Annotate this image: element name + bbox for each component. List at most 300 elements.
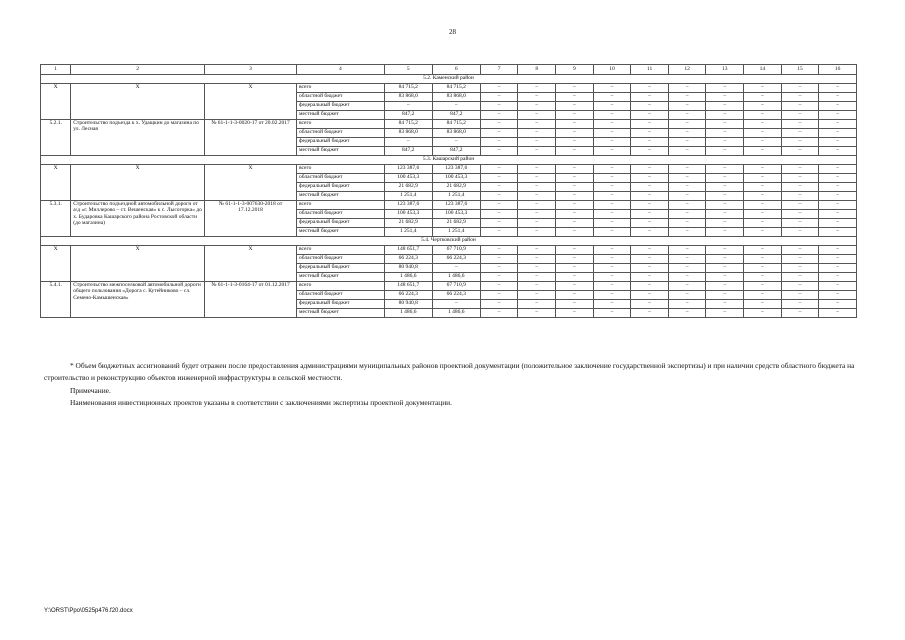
dash-cell: – — [593, 93, 631, 102]
dash-cell: – — [518, 147, 556, 156]
dash-cell: – — [593, 138, 631, 147]
dash-cell: – — [480, 192, 518, 201]
column-number-header: 11 — [631, 65, 669, 75]
dash-cell: – — [819, 111, 857, 120]
amount-col6-cell: 123 387,6 — [432, 201, 480, 210]
dash-cell: – — [781, 129, 819, 138]
dash-cell: – — [706, 201, 744, 210]
dash-cell: – — [593, 84, 631, 93]
funding-source-cell: федеральный бюджет — [296, 219, 384, 228]
dash-cell: – — [631, 102, 669, 111]
dash-cell: – — [668, 102, 706, 111]
project-name-cell: Строительство подъезда к х. Удащкин до магазина по ул. Лесная — [71, 120, 205, 156]
amount-col6-cell: 21 682,9 — [432, 183, 480, 192]
funding-source-cell: всего — [296, 84, 384, 93]
dash-cell: – — [668, 300, 706, 309]
dash-cell: – — [480, 93, 518, 102]
dash-cell: – — [819, 183, 857, 192]
dash-cell: – — [744, 138, 782, 147]
dash-cell: – — [556, 219, 594, 228]
dash-cell: – — [556, 273, 594, 282]
amount-col5-cell: 21 682,9 — [384, 219, 432, 228]
remark-text: Наименования инвестиционных проектов указаны в соответствии с заключениями экспертизы проектной документации. — [70, 397, 452, 407]
dash-cell: – — [781, 183, 819, 192]
amount-col5-cell: 1 486,6 — [384, 273, 432, 282]
dash-cell: – — [556, 120, 594, 129]
dash-cell: – — [518, 282, 556, 291]
amount-col5-cell: 148 651,7 — [384, 246, 432, 255]
dash-cell: – — [744, 84, 782, 93]
dash-cell: – — [781, 219, 819, 228]
dash-cell: – — [668, 120, 706, 129]
dash-cell: – — [706, 210, 744, 219]
dash-cell: – — [706, 246, 744, 255]
footnote-text: * Объем бюджетных ассигнований будет отражен после предоставления администрациями муниципальных районов проектной документации (положительное заключение государственной экспертизы) и при наличии средств областного бюджета на строительство и реконструкцию объектов инженерной инфраструктуры в сельской местности. — [44, 361, 855, 383]
amount-col6-cell: 123 387,6 — [432, 165, 480, 174]
expertise-doc-cell: № 61-1-1-3-007630-2018 от 17.12.2018 — [205, 201, 297, 237]
dash-cell: – — [631, 138, 669, 147]
expertise-doc-cell: № 61-1-1-3-0164-17 от 01.12.2017 — [205, 282, 297, 318]
table-row — [41, 84, 857, 93]
amount-col6-cell: 67 710,9 — [432, 246, 480, 255]
funding-source-cell: всего — [296, 246, 384, 255]
dash-cell: – — [593, 255, 631, 264]
table-row — [41, 246, 857, 255]
dash-cell: – — [593, 264, 631, 273]
section-title: 5.2. Каменский район — [41, 75, 857, 84]
dash-cell: – — [518, 309, 556, 318]
dash-cell: – — [480, 147, 518, 156]
dash-cell: – — [744, 291, 782, 300]
amount-col6-cell: 84 715,2 — [432, 120, 480, 129]
dash-cell: – — [480, 219, 518, 228]
amount-col5-cell: 84 715,2 — [384, 120, 432, 129]
funding-source-cell: всего — [296, 165, 384, 174]
dash-cell: – — [668, 147, 706, 156]
amount-col5-cell: 66 224,3 — [384, 291, 432, 300]
dash-cell: – — [744, 201, 782, 210]
dash-cell: – — [744, 219, 782, 228]
amount-col6-cell: 1 251,4 — [432, 192, 480, 201]
section-title-row — [41, 237, 857, 246]
dash-cell: – — [781, 228, 819, 237]
dash-cell: – — [480, 291, 518, 300]
dash-cell: – — [668, 201, 706, 210]
dash-cell: – — [556, 291, 594, 300]
dash-cell: – — [480, 111, 518, 120]
dash-cell: – — [518, 120, 556, 129]
dash-cell: – — [706, 138, 744, 147]
funding-source-cell: местный бюджет — [296, 309, 384, 318]
funding-source-cell: федеральный бюджет — [296, 264, 384, 273]
dash-cell: – — [631, 228, 669, 237]
dash-cell: – — [819, 201, 857, 210]
dash-cell: – — [518, 210, 556, 219]
dash-cell: – — [480, 282, 518, 291]
dash-cell: – — [706, 219, 744, 228]
dash-cell: – — [518, 219, 556, 228]
dash-cell: – — [631, 111, 669, 120]
amount-col5-cell: 847,2 — [384, 111, 432, 120]
funding-source-cell: областной бюджет — [296, 93, 384, 102]
dash-cell: – — [781, 273, 819, 282]
dash-cell: – — [744, 282, 782, 291]
dash-cell: – — [631, 246, 669, 255]
amount-col5-cell: 66 224,3 — [384, 255, 432, 264]
dash-cell: – — [744, 264, 782, 273]
dash-cell: – — [593, 309, 631, 318]
dash-cell: – — [556, 93, 594, 102]
dash-cell: – — [819, 264, 857, 273]
file-path: Y:\ORST\Ppo\0525p476.f20.docx — [44, 608, 133, 614]
project-name-cell: X — [71, 165, 205, 201]
dash-cell: – — [631, 93, 669, 102]
dash-cell: – — [480, 210, 518, 219]
dash-cell: – — [593, 111, 631, 120]
amount-col6-cell: 1 486,6 — [432, 273, 480, 282]
column-number-header: 6 — [432, 65, 480, 75]
dash-cell: – — [593, 183, 631, 192]
dash-cell: – — [744, 273, 782, 282]
dash-cell: – — [668, 309, 706, 318]
dash-cell: – — [480, 228, 518, 237]
dash-cell: – — [518, 264, 556, 273]
page-number: 28 — [449, 28, 456, 36]
funding-source-cell: областной бюджет — [296, 129, 384, 138]
section-title-row — [41, 156, 857, 165]
dash-cell: – — [480, 255, 518, 264]
dash-cell: – — [744, 192, 782, 201]
dash-cell: – — [668, 291, 706, 300]
amount-col5-cell: 1 251,4 — [384, 228, 432, 237]
amount-col6-cell: 100 453,3 — [432, 210, 480, 219]
dash-cell: – — [480, 300, 518, 309]
dash-cell: – — [556, 84, 594, 93]
dash-cell: – — [706, 228, 744, 237]
dash-cell: – — [819, 300, 857, 309]
dash-cell: – — [781, 201, 819, 210]
dash-cell: – — [593, 201, 631, 210]
dash-cell: – — [556, 228, 594, 237]
funding-source-cell: всего — [296, 120, 384, 129]
dash-cell: – — [631, 147, 669, 156]
column-number-header: 16 — [819, 65, 857, 75]
dash-cell: – — [593, 174, 631, 183]
dash-cell: – — [819, 84, 857, 93]
amount-col5-cell: 21 682,9 — [384, 183, 432, 192]
table-row — [41, 201, 857, 210]
dash-cell: – — [668, 84, 706, 93]
amount-col6-cell: 100 453,3 — [432, 174, 480, 183]
dash-cell: – — [556, 300, 594, 309]
dash-cell: – — [518, 174, 556, 183]
dash-cell: – — [518, 165, 556, 174]
dash-cell: – — [781, 138, 819, 147]
amount-col6-cell: 83 868,0 — [432, 93, 480, 102]
amount-col5-cell: 83 868,0 — [384, 129, 432, 138]
dash-cell: – — [668, 282, 706, 291]
dash-cell: – — [480, 129, 518, 138]
dash-cell: – — [781, 246, 819, 255]
dash-cell: – — [668, 93, 706, 102]
dash-cell: – — [631, 264, 669, 273]
dash-cell: – — [668, 138, 706, 147]
amount-col5-cell: – — [384, 138, 432, 147]
column-number-header: 7 — [480, 65, 518, 75]
expertise-doc-cell: X — [205, 246, 297, 282]
dash-cell: – — [518, 111, 556, 120]
dash-cell: – — [781, 84, 819, 93]
dash-cell: – — [518, 273, 556, 282]
dash-cell: – — [781, 102, 819, 111]
column-number-header: 10 — [593, 65, 631, 75]
dash-cell: – — [593, 129, 631, 138]
column-number-header: 15 — [781, 65, 819, 75]
dash-cell: – — [819, 192, 857, 201]
dash-cell: – — [706, 309, 744, 318]
dash-cell: – — [819, 255, 857, 264]
dash-cell: – — [744, 93, 782, 102]
dash-cell: – — [744, 300, 782, 309]
table-header-row — [41, 65, 857, 75]
dash-cell: – — [593, 165, 631, 174]
dash-cell: – — [480, 84, 518, 93]
dash-cell: – — [781, 192, 819, 201]
funding-source-cell: местный бюджет — [296, 111, 384, 120]
dash-cell: – — [556, 129, 594, 138]
amount-col5-cell: 80 940,8 — [384, 264, 432, 273]
dash-cell: – — [480, 174, 518, 183]
section-title: 5.4. Чертковский район — [41, 237, 857, 246]
table-row — [41, 120, 857, 129]
funding-source-cell: федеральный бюджет — [296, 300, 384, 309]
dash-cell: – — [744, 174, 782, 183]
dash-cell: – — [593, 147, 631, 156]
dash-cell: – — [781, 255, 819, 264]
dash-cell: – — [480, 165, 518, 174]
dash-cell: – — [781, 291, 819, 300]
dash-cell: – — [819, 102, 857, 111]
dash-cell: – — [668, 255, 706, 264]
dash-cell: – — [819, 210, 857, 219]
dash-cell: – — [819, 219, 857, 228]
dash-cell: – — [706, 255, 744, 264]
project-name-cell: Строительство подъездной автомобильной дороги от а/д «г. Миллерово – ст. Вешенская» к с. Лысогорка» до х. Бударовка Кашарского района Ростовской области (до магазина) — [71, 201, 205, 237]
dash-cell: – — [744, 309, 782, 318]
dash-cell: – — [668, 174, 706, 183]
project-number-cell: X — [41, 84, 71, 120]
dash-cell: – — [668, 219, 706, 228]
dash-cell: – — [744, 129, 782, 138]
dash-cell: – — [518, 84, 556, 93]
dash-cell: – — [593, 102, 631, 111]
amount-col6-cell: 847,2 — [432, 111, 480, 120]
column-number-header: 1 — [41, 65, 71, 75]
funding-source-cell: областной бюджет — [296, 210, 384, 219]
project-number-cell: 5.3.1. — [41, 201, 71, 237]
amount-col6-cell: – — [432, 264, 480, 273]
dash-cell: – — [819, 129, 857, 138]
dash-cell: – — [744, 165, 782, 174]
dash-cell: – — [819, 228, 857, 237]
dash-cell: – — [781, 300, 819, 309]
expertise-doc-cell: X — [205, 84, 297, 120]
dash-cell: – — [781, 309, 819, 318]
amount-col5-cell: 80 940,8 — [384, 300, 432, 309]
dash-cell: – — [706, 282, 744, 291]
dash-cell: – — [819, 147, 857, 156]
dash-cell: – — [480, 183, 518, 192]
amount-col6-cell: 1 486,6 — [432, 309, 480, 318]
amount-col5-cell: 83 868,0 — [384, 93, 432, 102]
dash-cell: – — [556, 111, 594, 120]
dash-cell: – — [744, 255, 782, 264]
dash-cell: – — [819, 120, 857, 129]
dash-cell: – — [480, 102, 518, 111]
amount-col5-cell: 84 715,2 — [384, 84, 432, 93]
amount-col6-cell: 84 715,2 — [432, 84, 480, 93]
remark-title: Примечание. — [70, 385, 111, 395]
column-number-header: 5 — [384, 65, 432, 75]
amount-col5-cell: 123 387,6 — [384, 201, 432, 210]
dash-cell: – — [480, 273, 518, 282]
funding-source-cell: местный бюджет — [296, 228, 384, 237]
dash-cell: – — [781, 264, 819, 273]
dash-cell: – — [631, 201, 669, 210]
dash-cell: – — [556, 210, 594, 219]
dash-cell: – — [556, 138, 594, 147]
dash-cell: – — [518, 93, 556, 102]
dash-cell: – — [518, 183, 556, 192]
dash-cell: – — [631, 273, 669, 282]
dash-cell: – — [518, 255, 556, 264]
dash-cell: – — [781, 174, 819, 183]
funding-source-cell: федеральный бюджет — [296, 138, 384, 147]
dash-cell: – — [819, 273, 857, 282]
dash-cell: – — [480, 201, 518, 210]
dash-cell: – — [631, 192, 669, 201]
dash-cell: – — [706, 93, 744, 102]
dash-cell: – — [556, 282, 594, 291]
dash-cell: – — [781, 120, 819, 129]
budget-table — [40, 64, 857, 318]
dash-cell: – — [593, 120, 631, 129]
project-number-cell: X — [41, 246, 71, 282]
amount-col6-cell: – — [432, 300, 480, 309]
amount-col6-cell: 66 224,3 — [432, 291, 480, 300]
dash-cell: – — [631, 84, 669, 93]
dash-cell: – — [593, 291, 631, 300]
dash-cell: – — [744, 102, 782, 111]
dash-cell: – — [631, 282, 669, 291]
dash-cell: – — [631, 309, 669, 318]
dash-cell: – — [706, 300, 744, 309]
dash-cell: – — [556, 147, 594, 156]
dash-cell: – — [706, 102, 744, 111]
dash-cell: – — [668, 264, 706, 273]
amount-col5-cell: 1 486,6 — [384, 309, 432, 318]
expertise-doc-cell: X — [205, 165, 297, 201]
dash-cell: – — [480, 264, 518, 273]
dash-cell: – — [631, 291, 669, 300]
dash-cell: – — [556, 201, 594, 210]
dash-cell: – — [518, 300, 556, 309]
column-number-header: 9 — [556, 65, 594, 75]
dash-cell: – — [556, 255, 594, 264]
dash-cell: – — [556, 183, 594, 192]
funding-source-cell: федеральный бюджет — [296, 183, 384, 192]
dash-cell: – — [593, 300, 631, 309]
amount-col5-cell: 847,2 — [384, 147, 432, 156]
dash-cell: – — [556, 246, 594, 255]
dash-cell: – — [706, 273, 744, 282]
dash-cell: – — [706, 192, 744, 201]
project-name-cell: X — [71, 84, 205, 120]
dash-cell: – — [556, 192, 594, 201]
column-number-header: 12 — [668, 65, 706, 75]
dash-cell: – — [668, 192, 706, 201]
dash-cell: – — [781, 282, 819, 291]
dash-cell: – — [668, 111, 706, 120]
dash-cell: – — [556, 174, 594, 183]
dash-cell: – — [744, 147, 782, 156]
dash-cell: – — [631, 255, 669, 264]
dash-cell: – — [631, 165, 669, 174]
dash-cell: – — [631, 300, 669, 309]
dash-cell: – — [668, 228, 706, 237]
dash-cell: – — [819, 174, 857, 183]
section-title: 5.3. Кашарский район — [41, 156, 857, 165]
dash-cell: – — [556, 165, 594, 174]
dash-cell: – — [744, 183, 782, 192]
dash-cell: – — [744, 111, 782, 120]
column-number-header: 8 — [518, 65, 556, 75]
dash-cell: – — [781, 111, 819, 120]
dash-cell: – — [744, 210, 782, 219]
dash-cell: – — [706, 165, 744, 174]
dash-cell: – — [593, 192, 631, 201]
funding-source-cell: местный бюджет — [296, 192, 384, 201]
dash-cell: – — [668, 183, 706, 192]
dash-cell: – — [518, 201, 556, 210]
dash-cell: – — [593, 246, 631, 255]
dash-cell: – — [781, 147, 819, 156]
table-row — [41, 282, 857, 291]
dash-cell: – — [518, 192, 556, 201]
amount-col6-cell: 66 224,3 — [432, 255, 480, 264]
project-number-cell: 5.4.1. — [41, 282, 71, 318]
dash-cell: – — [631, 129, 669, 138]
expertise-doc-cell: № 61-1-1-3-0020-17 от 20.02.2017 — [205, 120, 297, 156]
dash-cell: – — [518, 246, 556, 255]
amount-col5-cell: 1 251,4 — [384, 192, 432, 201]
dash-cell: – — [593, 228, 631, 237]
dash-cell: – — [593, 210, 631, 219]
dash-cell: – — [631, 120, 669, 129]
funding-source-cell: местный бюджет — [296, 273, 384, 282]
dash-cell: – — [556, 264, 594, 273]
dash-cell: – — [631, 183, 669, 192]
dash-cell: – — [706, 84, 744, 93]
amount-col6-cell: 83 868,0 — [432, 129, 480, 138]
funding-source-cell: всего — [296, 282, 384, 291]
dash-cell: – — [706, 183, 744, 192]
dash-cell: – — [781, 165, 819, 174]
column-number-header: 4 — [296, 65, 384, 75]
amount-col6-cell: 67 710,9 — [432, 282, 480, 291]
dash-cell: – — [706, 264, 744, 273]
amount-col5-cell: – — [384, 102, 432, 111]
